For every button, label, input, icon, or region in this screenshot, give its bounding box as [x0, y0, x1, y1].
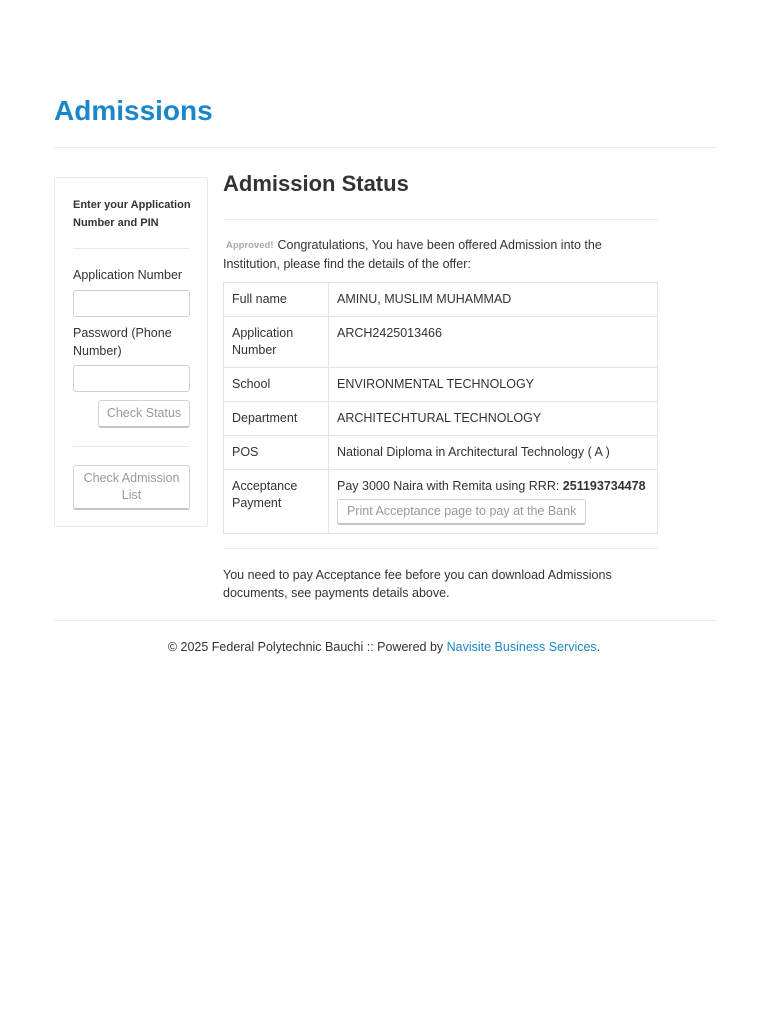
table-row — [224, 470, 658, 534]
row-value: National Diploma in Architectural Technology ( A ) — [329, 436, 658, 470]
table-row — [224, 283, 658, 317]
table-row — [224, 436, 658, 470]
payment-instruction: Pay 3000 Naira with Remita using RRR: — [337, 479, 563, 493]
footer-period: . — [596, 640, 601, 654]
section-divider — [223, 548, 658, 549]
panel-divider — [73, 248, 189, 249]
table-row — [224, 402, 658, 436]
acceptance-payment-cell — [329, 470, 658, 534]
check-status-button[interactable]: Check Status — [98, 400, 190, 428]
footer — [0, 638, 768, 656]
offer-message — [223, 236, 643, 273]
rrr-number: 251193734478 — [562, 479, 646, 493]
footer-text: © 2025 Federal Polytechnic Bauchi :: Powered by — [167, 640, 447, 654]
row-key: School — [224, 368, 329, 402]
application-login-panel — [54, 177, 208, 527]
login-panel-heading: Enter your Application Number and PIN — [73, 199, 191, 229]
panel-divider — [73, 446, 189, 447]
password-input[interactable] — [73, 365, 190, 392]
acceptance-notice: You need to pay Acceptance fee before you can download Admissions documents, see payments details above. — [223, 568, 612, 600]
print-acceptance-button[interactable]: Print Acceptance page to pay at the Bank — [337, 499, 586, 525]
approved-badge: Approved! — [226, 240, 274, 251]
row-key: Application Number — [224, 317, 329, 368]
application-number-input[interactable] — [73, 290, 190, 317]
row-key: Department — [224, 402, 329, 436]
footer-divider — [54, 620, 716, 621]
page-title: Admissions — [54, 95, 213, 126]
row-value: ARCHITECHTURAL TECHNOLOGY — [329, 402, 658, 436]
header-divider — [54, 147, 716, 148]
table-row — [224, 368, 658, 402]
row-value: ARCH2425013466 — [329, 317, 658, 368]
table-row — [224, 317, 658, 368]
application-number-label: Application Number — [73, 268, 183, 282]
footer-link[interactable]: Navisite Business Services — [446, 640, 597, 654]
password-label: Password (Phone Number) — [73, 326, 172, 358]
offer-message-text: Congratulations, You have been offered Admission into the Institution, please find the details of the offer: — [223, 238, 602, 271]
row-key: Acceptance Payment — [224, 470, 329, 534]
check-admission-list-button[interactable]: Check Admission List — [73, 465, 190, 510]
row-value: AMINU, MUSLIM MUHAMMAD — [329, 283, 658, 317]
row-key: POS — [224, 436, 329, 470]
row-key: Full name — [224, 283, 329, 317]
offer-details-table — [223, 282, 658, 534]
section-divider — [223, 219, 658, 220]
admission-status-title: Admission Status — [223, 171, 409, 196]
row-value: ENVIRONMENTAL TECHNOLOGY — [329, 368, 658, 402]
